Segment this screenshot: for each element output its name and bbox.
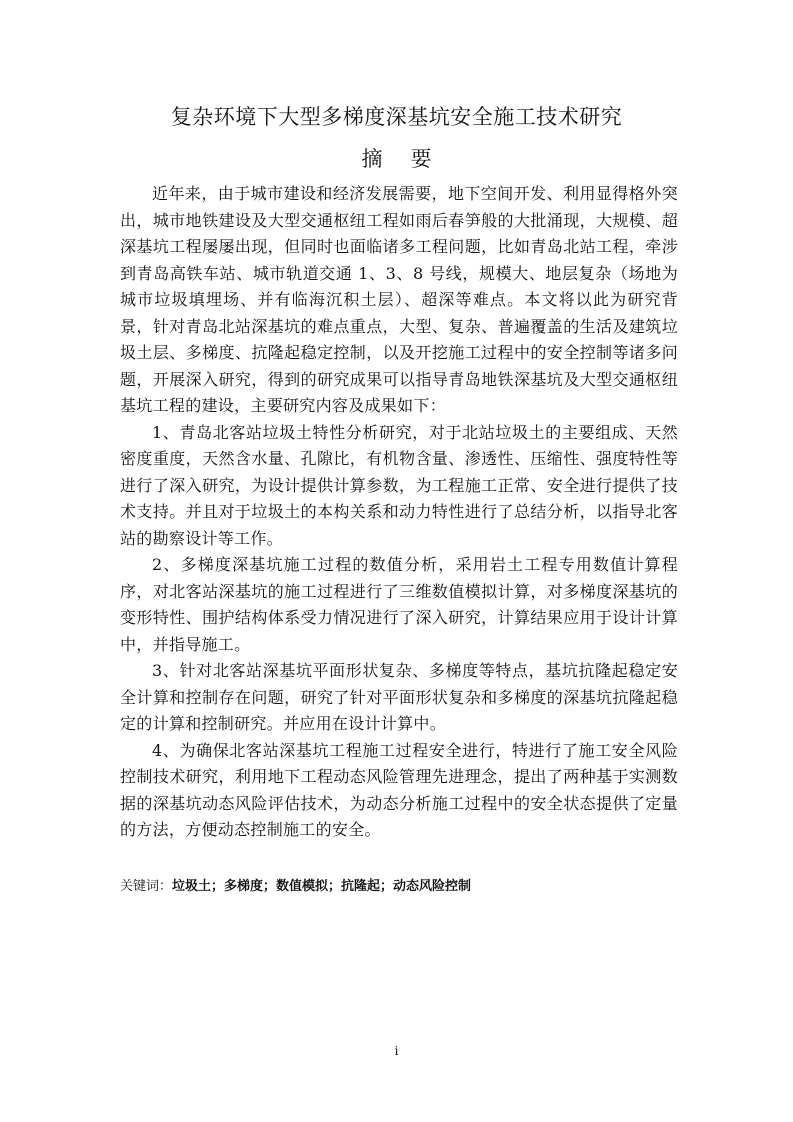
abstract-paragraph-1: 1、青岛北客站垃圾土特性分析研究，对于北站垃圾土的主要组成、天然 密度重度，天然含水量、孔隙比，有机物含量、渗透性、压缩性、强度特性等进行了深入研究，为设计提供计算参数，为工程施工正常、安全进行提供了技术支持。并且对于垃圾土的本构关系和动力特性进行了总结分析，以指导北客站的勘察设计等工作。 xyxy=(120,422,678,548)
keywords-line xyxy=(120,877,678,897)
paper-title: 复杂环境下大型多梯度深基坑安全施工技术研究 xyxy=(170,105,623,129)
abstract-paragraph-intro: 近年来，由于城市建设和经济发展需要，地下空间开发、利用显得格外突出，城市地铁建设及大型交通枢纽工程如雨后春笋般的大批涌现，大规模、超深基坑工程屡屡出现，但同时也面临诸多工程问题，比如青岛北站工程，牵涉到青岛高铁车站、城市轨道交通 1、3、8 号线，规模大、地层复杂（场地为城市垃圾填埋场、并有临海沉积土层）、超深等难点。本文将以此为研究背景，针对青岛北站深基坑的难点重点，大型、复杂、普遍覆盖的生活及建筑垃圾土层、多梯度、抗隆起稳定控制，以及开挖施工过程中的安全控制等诸多问题，开展深入研究，得到的研究成果可以指导青岛地铁深基坑及大型交通枢纽基坑工程的建设，主要研究内容及成果如下： xyxy=(120,184,678,415)
keywords-label: 关键词： xyxy=(120,879,173,894)
abstract-paragraph-3: 3、针对北客站深基坑平面形状复杂、多梯度等特点，基坑抗隆起稳定安全计算和控制存在问题，研究了针对平面形状复杂和多梯度的深基坑抗隆起稳定的计算和控制研究。并应用在设计计算中。 xyxy=(120,661,678,733)
abstract-body xyxy=(120,181,678,844)
abstract-paragraph-4: 4、为确保北客站深基坑工程施工过程安全进行，特进行了施工安全风险控制技术研究，利用地下工程动态风险管理先进理念，提出了两种基于实测数据的深基坑动态风险评估技术，为动态分析施工过程中的安全状态提供了定量的方法，方便动态控制施工的安全。 xyxy=(120,740,678,839)
abstract-heading: 摘要 xyxy=(361,147,460,171)
page-number: i xyxy=(394,1044,399,1058)
abstract-paragraph-2: 2、多梯度深基坑施工过程的数值分析，采用岩土工程专用数值计算程序，对北客站深基坑的施工过程进行了三维数值模拟计算，对多梯度深基坑的变形特性、围护结构体系受力情况进行了深入研究，计算结果应用于设计计算中，并指导施工。 xyxy=(120,555,678,654)
keywords-list: 垃圾土；多梯度；数值模拟；抗隆起；动态风险控制 xyxy=(172,879,472,894)
